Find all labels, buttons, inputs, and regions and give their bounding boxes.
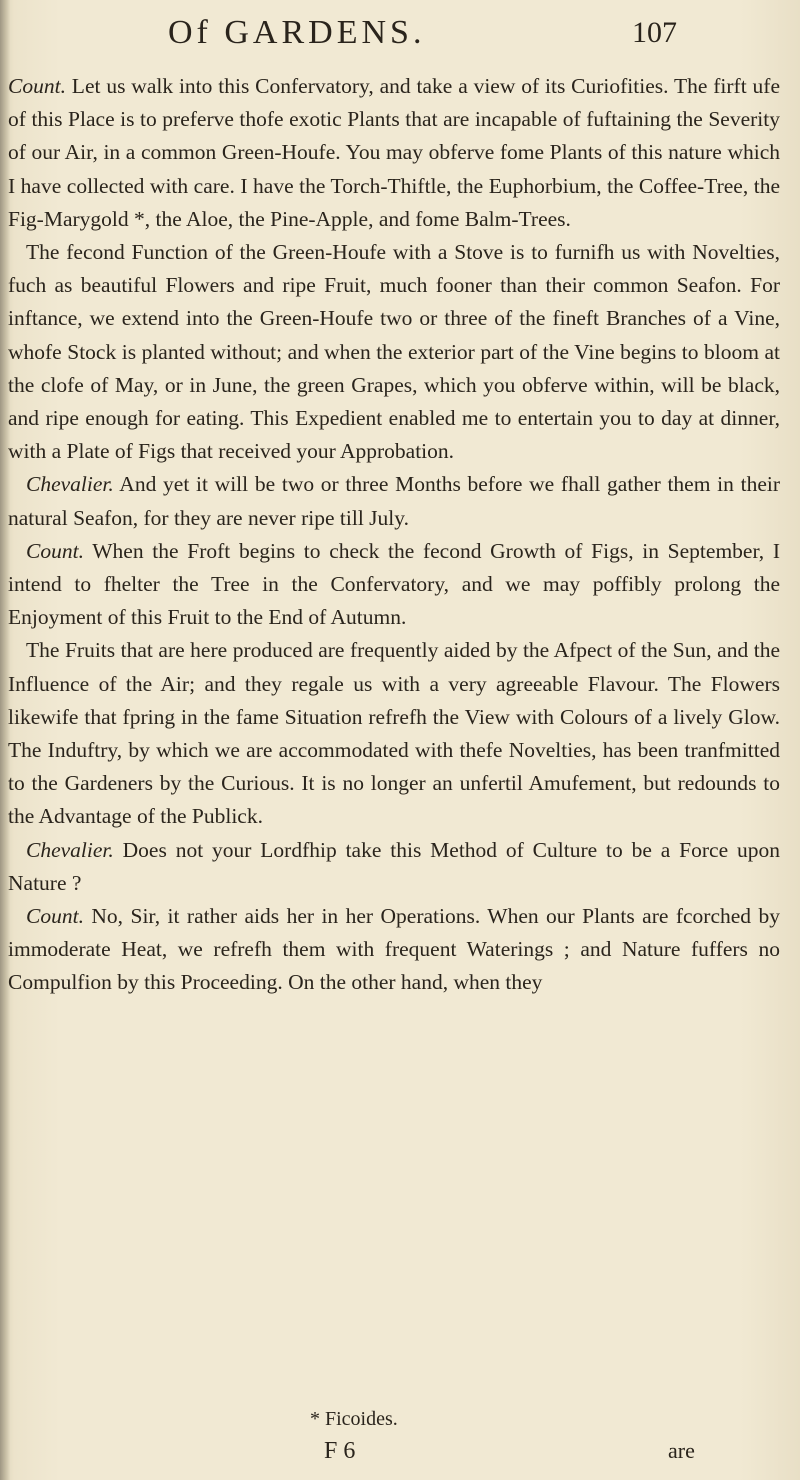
speaker-name: Count.: [26, 538, 84, 563]
footnote: * Ficoides.: [310, 1408, 398, 1430]
paragraph: [8, 900, 780, 1000]
speaker-name: Chevalier.: [26, 472, 114, 497]
paragraph-text: No, Sir, it rather aids her in her Operations. When our Plants are fcorched by immoderate Heat, we refrefh them with frequent Waterings ; and Nature fuffers no Compulfion by this Proceeding. On the other hand, when they: [8, 904, 780, 995]
running-title: Of GARDENS.: [168, 14, 426, 51]
paragraph: [8, 834, 780, 900]
speaker-name: Count.: [26, 904, 84, 929]
paragraph: [8, 468, 780, 534]
paragraph-text: When the Froft begins to check the fecond Growth of Figs, in September, I intend to fhelter the Tree in the Confervatory, and we may poffibly prolong the Enjoyment of this Fruit to the End of Autumn.: [8, 538, 780, 630]
speaker-name: Chevalier.: [26, 837, 114, 862]
paragraph: [8, 236, 780, 468]
signature-mark: F 6: [324, 1438, 356, 1464]
paragraph-text: And yet it will be two or three Months before we fhall gather them in their natural Seafon, for they are never ripe till July.: [8, 472, 780, 530]
paragraph-text: Let us walk into this Confervatory, and take a view of its Curiofities. The firft ufe of this Place is to preferve thofe exotic Plants that are incapable of fuftaining the Severity of our Air, in a common Green-Houfe. You may obferve fome Plants of this nature which I have collected with care. I have the Torch-Thiftle, the Euphorbium, the Coffee-Tree, the Fig-Marygold *, the Aloe, the Pine-Apple, and fome Balm-Trees.: [8, 74, 780, 231]
paragraph-text: Does not your Lordfhip take this Method of Culture to be a Force upon Nature ?: [8, 837, 780, 895]
page-body: [8, 70, 780, 1000]
page-number: 107: [632, 16, 677, 49]
paragraph-text: The Fruits that are here produced are frequently aided by the Afpect of the Sun, and the Influence of the Air; and they regale us with a very agreeable Flavour. The Flowers likewife that fpring in the fame Situation refrefh the View with Colours of a lively Glow. The Induftry, by which we are accommodated with thefe Novelties, has been tranfmitted to the Gardeners by the Curious. It is no longer an unfertil Amufement, but redounds to the Advantage of the Publick.: [8, 638, 780, 829]
paragraph: [8, 535, 780, 635]
paragraph: [8, 634, 780, 833]
running-header: [0, 14, 800, 60]
paragraph: [8, 70, 780, 236]
catchword: are: [668, 1438, 695, 1463]
paragraph-text: The fecond Function of the Green-Houfe with a Stove is to furnifh us with Novelties, fuch as beautiful Flowers and ripe Fruit, much fooner than their common Seafon. For inftance, we extend into the Green-Houfe two or three of the fineft Branches of a Vine, whofe Stock is planted without; and when the exterior part of the Vine begins to bloom at the clofe of May, or in June, the green Grapes, which you obferve within, will be black, and ripe enough for eating. This Expedient enabled me to entertain you to day at dinner, with a Plate of Figs that received your Approbation.: [8, 240, 780, 464]
speaker-name: Count.: [8, 74, 66, 98]
